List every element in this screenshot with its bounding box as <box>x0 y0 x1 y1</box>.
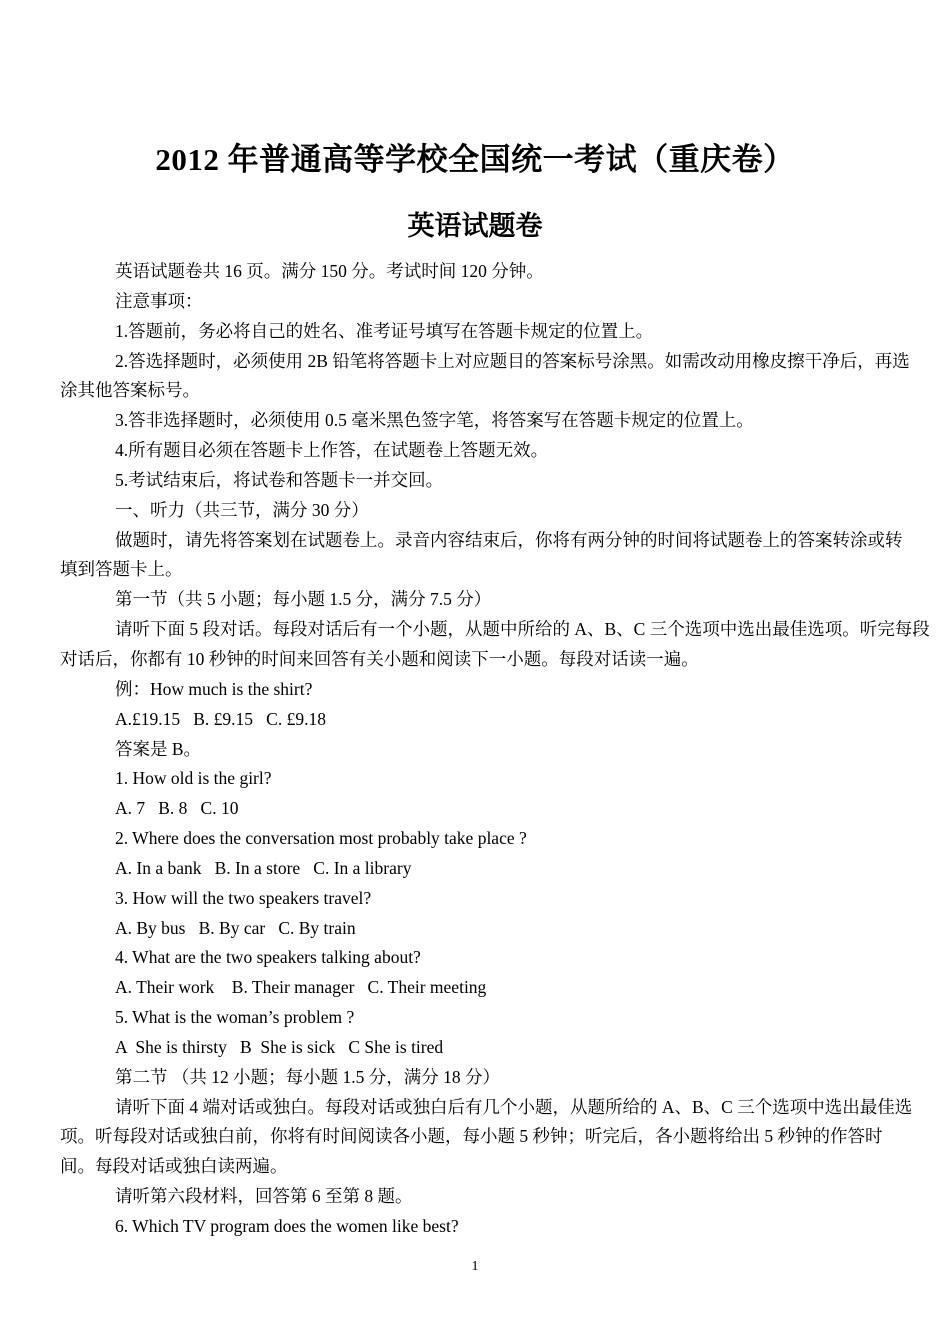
document-line: A. By bus B. By car C. By train <box>115 917 356 938</box>
document-line: A. 7 B. 8 C. 10 <box>115 798 239 819</box>
document-line: A She is thirsty B She is sick C She is tired <box>115 1036 444 1057</box>
document-line: 3. How will the two speakers travel? <box>115 887 372 908</box>
document-line: 第一节（共 5 小题；每小题 1.5 分，满分 7.5 分） <box>115 589 492 610</box>
document-line: 注意事项： <box>115 290 203 311</box>
document-line: 5. What is the woman’s problem ? <box>115 1007 355 1028</box>
document-line: 1.答题前，务必将自己的姓名、准考证号填写在答题卡规定的位置上。 <box>115 320 654 341</box>
document-line: 6. Which TV program does the women like best? <box>115 1216 459 1236</box>
document-line: 项。听每段对话或独白前，你将有时间阅读各小题，每小题 5 秒钟；听完后，各小题将给出 5 秒钟的作答时 <box>60 1126 883 1147</box>
page-number: 1 <box>471 1259 479 1274</box>
document-line: A. Their work B. Their manager C. Their meeting <box>115 977 487 998</box>
document-line: 请听下面 4 端对话或独白。每段对话或独白后有几个小题，从题所给的 A、B、C 三个选项中选出最佳选 <box>115 1096 913 1117</box>
document-line: 填到答题卡上。 <box>60 559 183 580</box>
document-line: 第二节 （共 12 小题；每小题 1.5 分，满分 18 分） <box>115 1066 500 1087</box>
document-line: 做题时，请先将答案划在试题卷上。录音内容结束后，你将有两分钟的时间将试题卷上的答案转涂或转 <box>115 529 903 550</box>
document-line: 一、听力（共三节，满分 30 分） <box>115 499 369 520</box>
document-line: 5.考试结束后，将试卷和答题卡一并交回。 <box>115 469 444 490</box>
document-line: 3.答非选择题时，必须使用 0.5 毫米黑色签字笔，将答案写在答题卡规定的位置上。 <box>115 410 754 431</box>
document-line: 答案是 B。 <box>115 738 202 759</box>
document-line: 请听第六段材料，回答第 6 至第 8 题。 <box>115 1186 413 1207</box>
document-line: 2. Where does the conversation most probably take place ? <box>115 828 527 849</box>
document-line: A.£19.15 B. £9.15 C. £9.18 <box>115 708 326 729</box>
document-line: 2.答选择题时，必须使用 2B 铅笔将答题卡上对应题目的答案标号涂黑。如需改动用橡皮擦干净后，再选 <box>115 350 910 371</box>
document-line: A. In a bank B. In a store C. In a library <box>115 857 412 878</box>
document-line: 请听下面 5 段对话。每段对话后有一个小题，从题中所给的 A、B、C 三个选项中选出最佳选项。听完每段 <box>115 619 930 640</box>
document-line: 对话后，你都有 10 秒钟的时间来回答有关小题和阅读下一小题。每段对话读一遍。 <box>60 648 699 669</box>
document-body <box>60 257 930 1242</box>
document-line: 4.所有题目必须在答题卡上作答，在试题卷上答题无效。 <box>115 440 549 461</box>
document-line: 间。每段对话或独白读两遍。 <box>60 1156 288 1177</box>
exam-title: 2012 年普通高等学校全国统一考试（重庆卷） <box>155 142 795 177</box>
document-line: 英语试题卷共 16 页。满分 150 分。考试时间 120 分钟。 <box>115 261 544 281</box>
document-line: 4. What are the two speakers talking about? <box>115 947 421 968</box>
document-line: 涂其他答案标号。 <box>60 380 200 401</box>
document-line: 例：How much is the shirt? <box>115 678 313 699</box>
exam-subtitle: 英语试题卷 <box>407 211 543 241</box>
document-line: 1. How old is the girl? <box>115 768 272 789</box>
